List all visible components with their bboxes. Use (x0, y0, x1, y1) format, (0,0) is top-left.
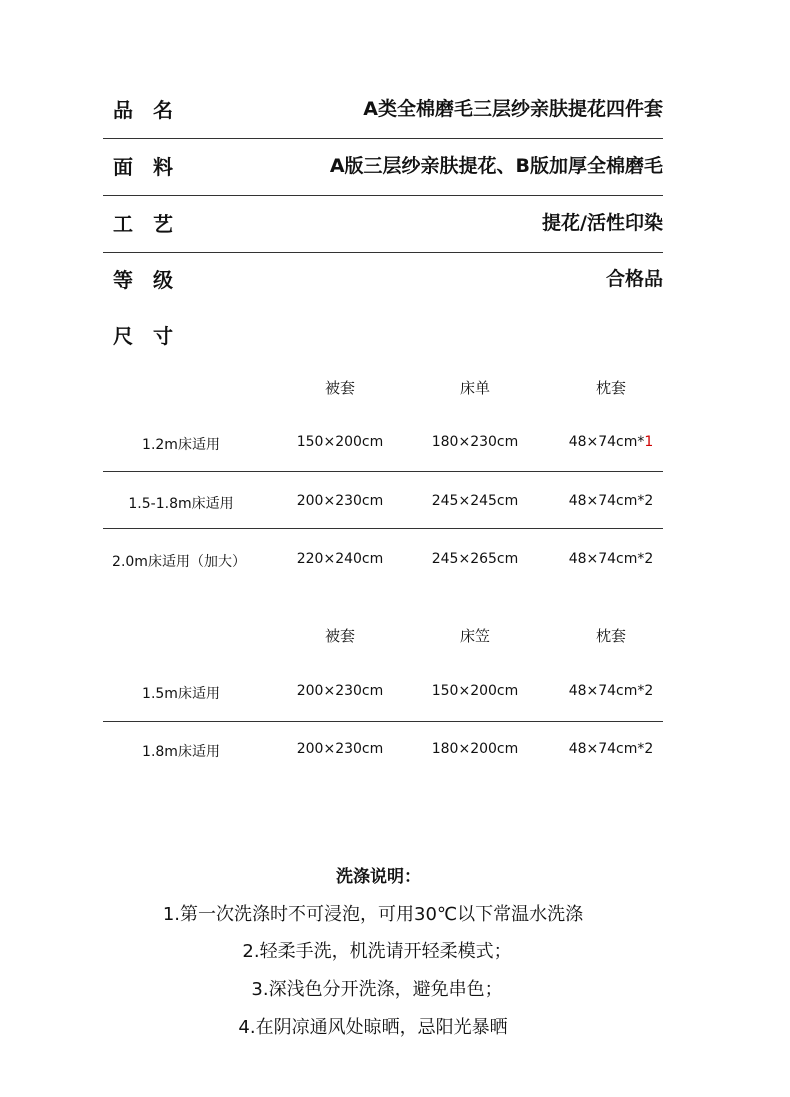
spec-label: 工艺 (113, 212, 193, 236)
sheet-cell: 180×230cm (431, 434, 519, 450)
size-cell: 1.5m床适用 (142, 686, 220, 702)
spec-value: 提花/活性印染 (542, 212, 663, 234)
spec-row-grade (103, 264, 663, 292)
size-cell: 2.0m床适用（加大） (112, 554, 246, 570)
size-cell: 1.2m床适用 (142, 437, 220, 453)
spec-label: 品名 (113, 98, 193, 122)
pillow-cell: 48×74cm*2 (568, 683, 654, 699)
table-row (103, 493, 663, 529)
header-pillow: 枕套 (595, 379, 627, 397)
spec-label: 尺寸 (113, 324, 193, 348)
sheet-cell: 245×265cm (431, 551, 519, 567)
size-cell: 1.8m床适用 (142, 744, 220, 760)
sheet-cell: 150×200cm (431, 683, 519, 699)
pillow-cell (569, 551, 654, 567)
pillow-size: 48×74cm* (568, 434, 645, 450)
washing-line: 2.轻柔手洗，机洗请开轻柔模式； (242, 941, 512, 962)
spec-label: 面料 (113, 155, 193, 179)
header-pillow: 枕套 (595, 627, 627, 645)
table-row (103, 683, 663, 722)
duvet-cell: 150×200cm (296, 434, 384, 450)
pillow-count: 2 (644, 493, 654, 509)
duvet-cell: 220×240cm (296, 551, 384, 567)
pillow-count: 1 (644, 434, 654, 450)
pillow-cell (569, 434, 654, 450)
spec-label: 等级 (113, 268, 193, 292)
pillow-cell: 48×74cm*2 (568, 741, 654, 757)
duvet-cell: 200×230cm (296, 741, 384, 757)
sheet-cell: 245×245cm (431, 493, 519, 509)
table-row (103, 434, 663, 472)
duvet-cell: 200×230cm (296, 493, 384, 509)
pillow-cell (569, 493, 654, 509)
duvet-cell: 200×230cm (296, 683, 384, 699)
spec-row-fabric (103, 151, 663, 196)
header-duvet: 被套 (324, 379, 356, 397)
size-cell: 1.5-1.8m床适用 (128, 496, 234, 512)
header-duvet: 被套 (324, 627, 356, 645)
washing-title: 洗涤说明： (336, 867, 421, 887)
table-row (103, 741, 663, 765)
washing-line: 3.深浅色分开洗涤，避免串色； (251, 979, 503, 1000)
spec-value: A版三层纱亲肤提花、B版加厚全棉磨毛 (329, 155, 663, 177)
washing-line: 1.第一次洗涤时不可浸泡，可用30℃以下常温水洗涤 (162, 904, 584, 925)
spec-row-product-name (103, 94, 663, 139)
spec-value: 合格品 (605, 268, 663, 290)
header-fitted-sheet: 床笠 (459, 627, 491, 645)
pillow-count: 2 (644, 551, 654, 567)
header-sheet: 床单 (459, 379, 491, 397)
pillow-size: 48×74cm* (568, 551, 645, 567)
table-row (103, 551, 663, 575)
spec-row-size (103, 320, 663, 348)
pillow-size: 48×74cm* (568, 493, 645, 509)
washing-line: 4.在阴凉通风处晾晒，忌阳光暴晒 (238, 1017, 508, 1038)
spec-row-craft (103, 208, 663, 253)
spec-value: A类全棉磨毛三层纱亲肤提花四件套 (363, 98, 663, 120)
sheet-cell: 180×200cm (431, 741, 519, 757)
